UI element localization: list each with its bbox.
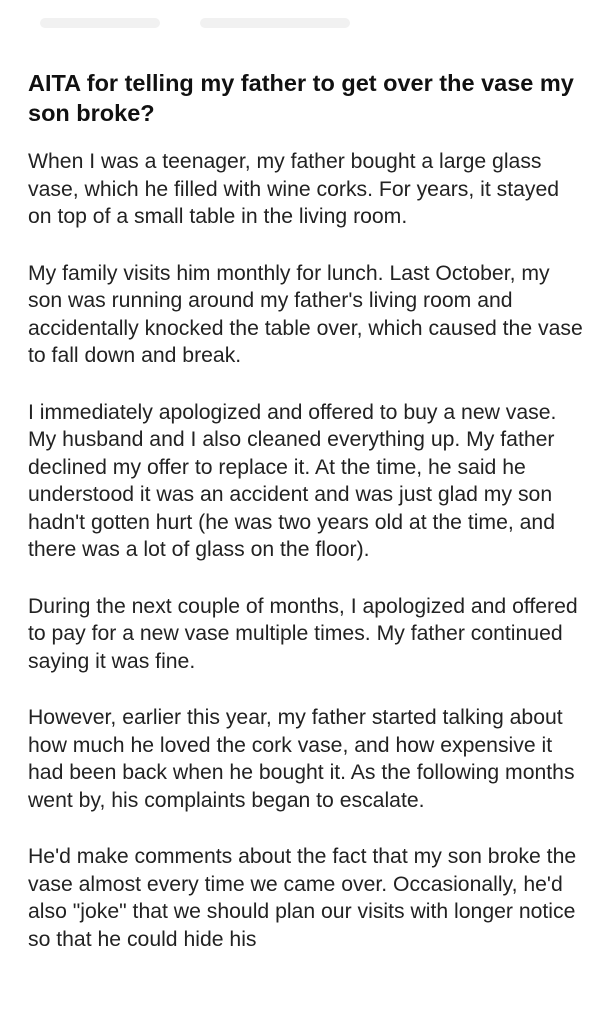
post-paragraph: He'd make comments about the fact that my son broke the vase almost every time we came over. Occasionally, he'd also "joke" that we should plan our visits with longer notice so that he could hide his xyxy=(28,845,577,951)
post-paragraph: When I was a teenager, my father bought a large glass vase, which he filled with wine corks. For years, it stayed on top of a small table in the living room. xyxy=(28,150,560,228)
post-paragraph: My family visits him monthly for lunch. Last October, my son was running around my father's living room and accidentally knocked the table over, which caused the vase to fall down and break. xyxy=(28,261,583,367)
header-placeholder-left xyxy=(40,18,160,28)
post-paragraph: I immediately apologized and offered to buy a new vase. My husband and I also cleaned everything up. My father declined my offer to replace it. At the time, he said he understood it was an accident and was just glad my son hadn't gotten hurt (he was two years old at the time, and there was a lot of glass on the floor). xyxy=(28,400,557,561)
cropped-header xyxy=(0,0,610,52)
post-paragraph: During the next couple of months, I apologized and offered to pay for a new vase multiple times. My father continued saying it was fine. xyxy=(28,594,578,673)
post-body xyxy=(28,68,588,982)
header-placeholder-right xyxy=(200,18,350,28)
post-paragraph: However, earlier this year, my father started talking about how much he loved the cork vase, and how expensive it had been back when he bought it. As the following months went by, his complaints began to escalate. xyxy=(28,706,575,812)
post-title: AITA for telling my father to get over the vase my son broke? xyxy=(28,70,574,126)
